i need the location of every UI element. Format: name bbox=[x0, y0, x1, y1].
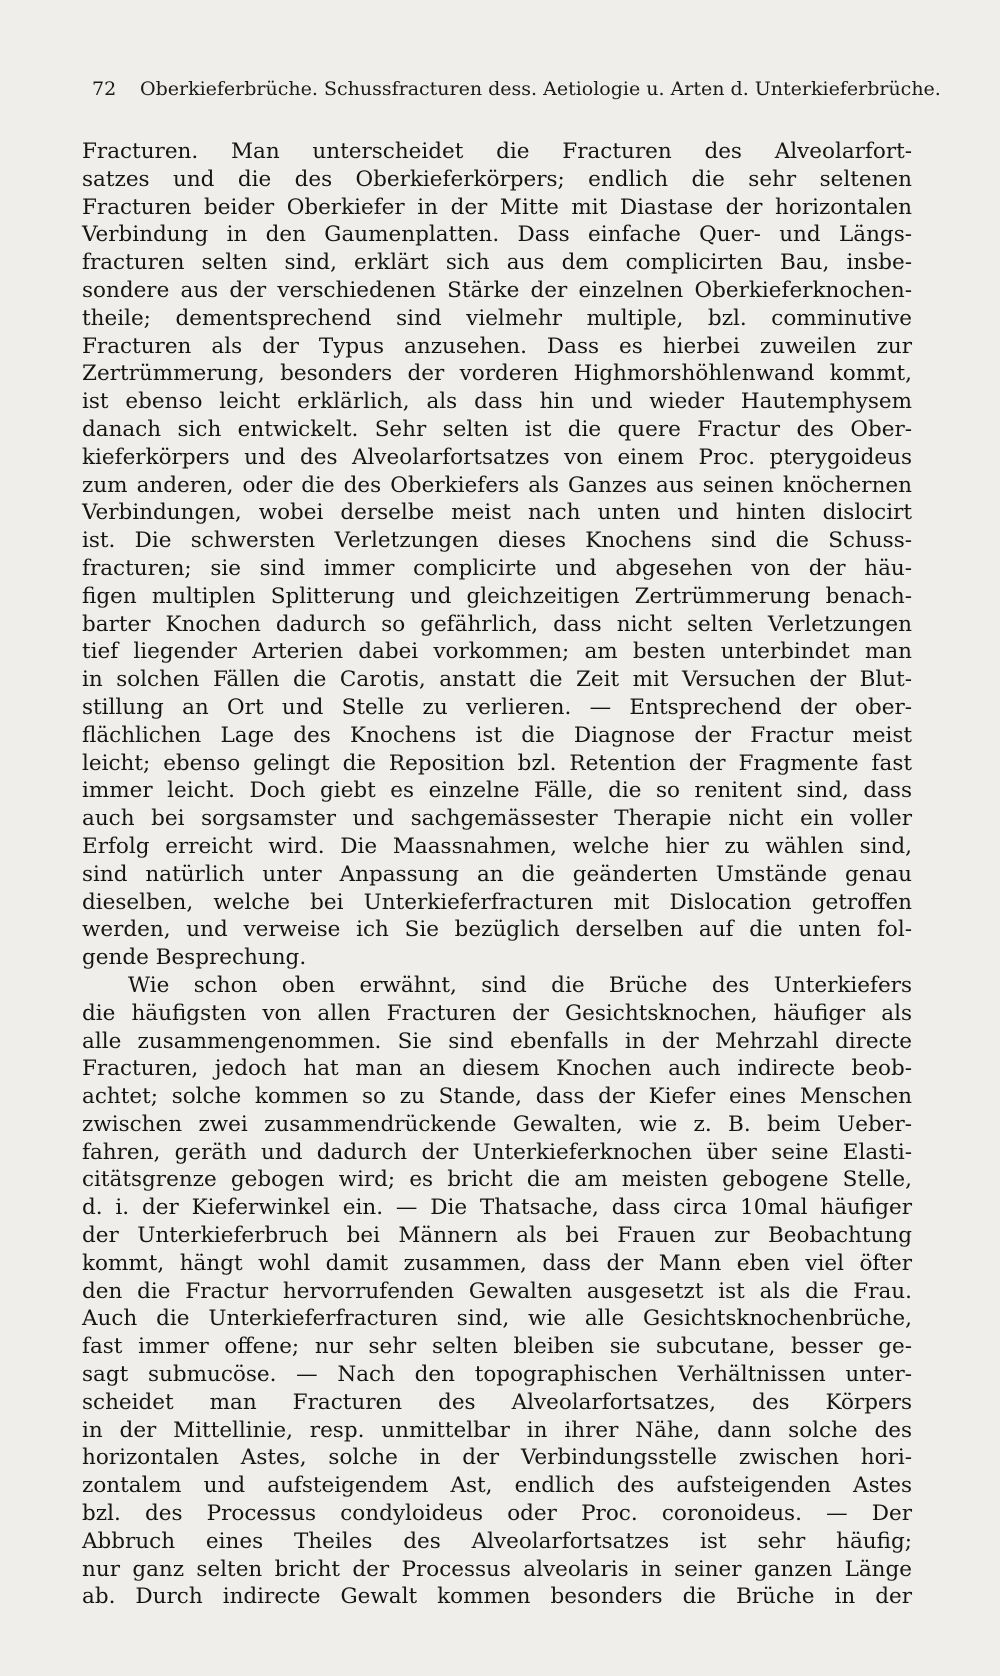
text-line: fracturen; sie sind immer complicirte und abgesehen von der häu- bbox=[82, 555, 912, 581]
text-line: Auch die Unterkieferfracturen sind, wie alle Gesichtsknochenbrüche, bbox=[82, 1306, 912, 1332]
text-line: bzl. des Processus condyloideus oder Proc. coronoideus. — Der bbox=[82, 1501, 912, 1527]
text-line: citätsgrenze gebogen wird; es bricht die am meisten gebogene Stelle, bbox=[82, 1167, 912, 1193]
text-line: d. i. der Kieferwinkel ein. — Die Thatsache, dass circa 10mal häufiger bbox=[82, 1195, 912, 1221]
text-line: ist ebenso leicht erklärlich, als dass hin und wieder Hautemphysem bbox=[82, 389, 912, 415]
text-line: in der Mittellinie, resp. unmittelbar in ihrer Nähe, dann solche des bbox=[82, 1417, 912, 1443]
text-line: Erfolg erreicht wird. Die Maassnahmen, welche hier zu wählen sind, bbox=[82, 833, 912, 859]
text-line: sondere aus der verschiedenen Stärke der einzelnen Oberkieferknochen- bbox=[82, 277, 912, 303]
running-head: Oberkieferbrüche. Schussfracturen dess. Aetiologie u. Arten d. Unterkieferbrüche. bbox=[140, 78, 941, 100]
text-line: Fracturen als der Typus anzusehen. Dass es hierbei zuweilen zur bbox=[82, 333, 912, 359]
text-line: Fracturen, jedoch hat man an diesem Knochen auch indirecte beob- bbox=[82, 1056, 912, 1082]
text-line: sind natürlich unter Anpassung an die geänderten Umstände genau bbox=[82, 861, 912, 887]
text-line: zum anderen, oder die des Oberkiefers als Ganzes aus seinen knöchernen bbox=[82, 472, 912, 498]
text-line: in solchen Fällen die Carotis, anstatt die Zeit mit Versuchen der Blut- bbox=[82, 667, 912, 693]
text-line: den die Fractur hervorrufenden Gewalten ausgesetzt ist als die Frau. bbox=[82, 1278, 912, 1304]
paragraph-end-line: gende Besprechung. bbox=[82, 945, 307, 971]
text-line: satzes und die des Oberkieferkörpers; endlich die sehr seltenen bbox=[82, 166, 912, 192]
text-line: Fracturen beider Oberkiefer in der Mitte mit Diastase der horizontalen bbox=[82, 194, 912, 220]
text-line: der Unterkieferbruch bei Männern als bei Frauen zur Beobachtung bbox=[82, 1223, 912, 1249]
page-number: 72 bbox=[92, 78, 117, 100]
text-line: stillung an Ort und Stelle zu verlieren. — Entsprechend der ober- bbox=[82, 694, 912, 720]
text-line: dieselben, welche bei Unterkieferfracturen mit Dislocation getroffen bbox=[82, 889, 912, 915]
text-line: Verbindungen, wobei derselbe meist nach unten und hinten dislocirt bbox=[82, 500, 912, 526]
text-line: fahren, geräth und dadurch der Unterkieferknochen über seine Elasti- bbox=[82, 1139, 912, 1165]
text-line: horizontalen Astes, solche in der Verbindungsstelle zwischen hori- bbox=[82, 1445, 912, 1471]
text-line: Verbindung in den Gaumenplatten. Dass einfache Quer- und Längs- bbox=[82, 222, 912, 248]
text-line: zontalem und aufsteigendem Ast, endlich des aufsteigenden Astes bbox=[82, 1473, 912, 1499]
text-line: sagt submucöse. — Nach den topographischen Verhältnissen unter- bbox=[82, 1362, 912, 1388]
text-line: fast immer offene; nur sehr selten bleiben sie subcutane, besser ge- bbox=[82, 1334, 912, 1360]
page-header bbox=[92, 78, 941, 108]
text-line bbox=[82, 1611, 912, 1639]
text-line: alle zusammengenommen. Sie sind ebenfalls in der Mehrzahl directe bbox=[82, 1028, 912, 1054]
body-text bbox=[82, 138, 912, 1639]
text-line: theile; dementsprechend sind vielmehr multiple, bzl. comminutive bbox=[82, 305, 912, 331]
text-line: flächlichen Lage des Knochens ist die Diagnose der Fractur meist bbox=[82, 722, 912, 748]
text-line: barter Knochen dadurch so gefährlich, dass nicht selten Verletzungen bbox=[82, 611, 912, 637]
text-line: immer leicht. Doch giebt es einzelne Fälle, die so renitent sind, dass bbox=[82, 778, 912, 804]
text-line: ist. Die schwersten Verletzungen dieses Knochens sind die Schuss- bbox=[82, 528, 912, 554]
text-line: achtet; solche kommen so zu Stande, dass der Kiefer eines Menschen bbox=[82, 1084, 912, 1110]
text-line: scheidet man Fracturen des Alveolarfortsatzes, des Körpers bbox=[82, 1389, 912, 1415]
text-line: figen multiplen Splitterung und gleichzeitigen Zertrümmerung benach- bbox=[82, 583, 912, 609]
text-line: Fracturen. Man unterscheidet die Fracturen des Alveolarfort- bbox=[82, 139, 912, 164]
text-line: kommt, hängt wohl damit zusammen, dass der Mann eben viel öfter bbox=[82, 1250, 912, 1276]
text-line: werden, und verweise ich Sie bezüglich derselben auf die unten fol- bbox=[82, 917, 912, 943]
text-line: die häufigsten von allen Fracturen der Gesichtsknochen, häufiger als bbox=[82, 1000, 912, 1026]
text-line: fracturen selten sind, erklärt sich aus dem complicirten Bau, insbe- bbox=[82, 250, 912, 276]
text-line: kieferkörpers und des Alveolarfortsatzes von einem Proc. pterygoideus bbox=[82, 444, 912, 470]
text-line: Abbruch eines Theiles des Alveolarfortsatzes ist sehr häufig; bbox=[82, 1528, 912, 1554]
text-line: leicht; ebenso gelingt die Reposition bzl. Retention der Fragmente fast bbox=[82, 750, 912, 776]
text-line: zwischen zwei zusammendrückende Gewalten, wie z. B. beim Ueber- bbox=[82, 1111, 912, 1137]
text-line: tief liegender Arterien dabei vorkommen; am besten unterbindet man bbox=[82, 639, 912, 665]
paragraph-start-line: Wie schon oben erwähnt, sind die Brüche des Unterkiefers bbox=[128, 972, 912, 998]
text-line: danach sich entwickelt. Sehr selten ist die quere Fractur des Ober- bbox=[82, 416, 912, 442]
text-line: Zertrümmerung, besonders der vorderen Highmorshöhlenwand kommt, bbox=[82, 361, 912, 387]
text-line: nur ganz selten bricht der Processus alveolaris in seiner ganzen Länge bbox=[82, 1556, 912, 1582]
text-line: auch bei sorgsamster und sachgemässester Therapie nicht ein voller bbox=[82, 806, 912, 832]
text-line: ab. Durch indirecte Gewalt kommen besonders die Brüche in der bbox=[82, 1584, 912, 1610]
